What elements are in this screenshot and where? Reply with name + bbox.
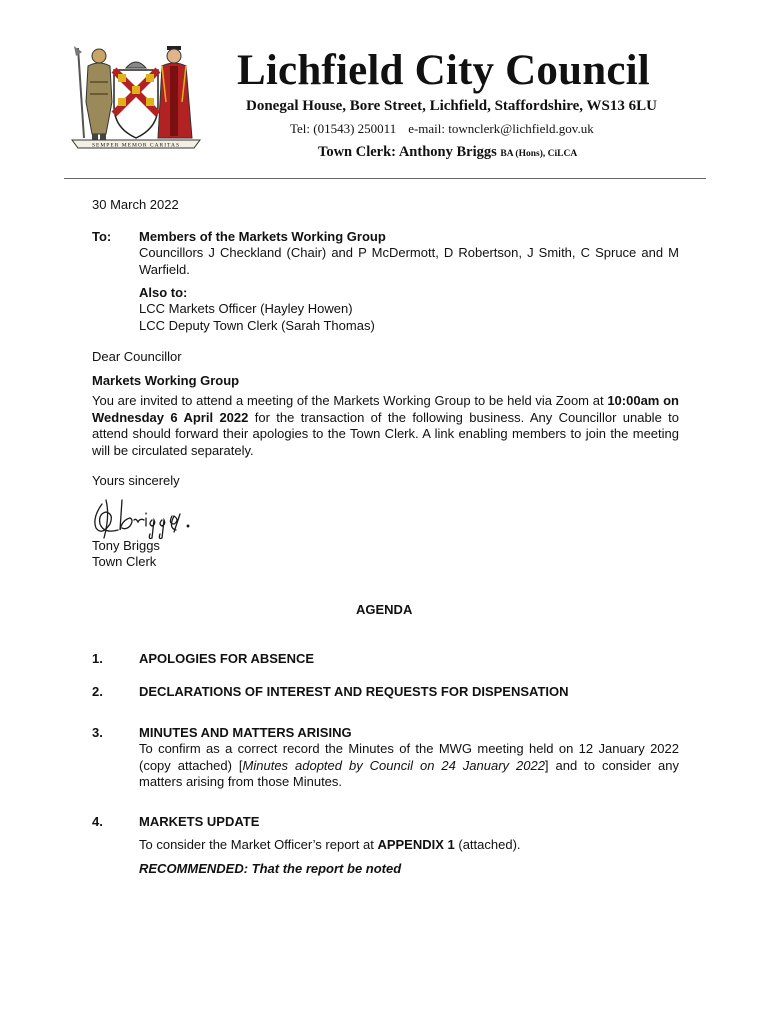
invitation-text: for the transaction of the following business. Any Councillor unable to attend should forward their apologies to the Town Clerk. A link enabling members to join the meeting will be circulated separately. [92,409,679,458]
agenda-item-number: 1. [92,651,103,666]
agenda-text: ] and to consider any matters arising from those Minutes. [139,757,679,789]
agenda-item-text [139,837,521,854]
subject-line: Markets Working Group [92,373,240,388]
recipient-group: Members of the Markets Working Group [139,229,386,244]
crest-left-supporter [74,46,112,142]
signature-image [88,494,198,542]
council-crest-logo [66,42,206,154]
agenda-item-number: 2. [92,684,103,699]
meeting-datetime: 10:00am on Wednesday 6 April 2022 [92,393,679,425]
agenda-text-italic: Minutes adopted by Council on 24 January 2022 [242,757,545,773]
email-address[interactable]: e-mail: townclerk@lichfield.gov.uk [408,121,594,136]
header-divider [64,178,706,179]
recipient-members: Councillors J Checkland (Chair) and P McDermott, D Robertson, J Smith, C Spruce and M Warfield. [139,245,679,277]
town-clerk-line [318,144,577,161]
agenda-text: To consider the Market Officer’s report at [139,837,378,852]
letter-date: 30 March 2022 [92,197,179,212]
closing: Yours sincerely [92,473,180,488]
also-to-label: Also to: [139,285,188,300]
signature [88,494,198,542]
crest-motto: SEMPER MEMOR CARITAS [91,142,181,149]
salutation: Dear Councillor [92,349,182,364]
agenda-text: To confirm as a correct record the Minutes of the MWG meeting held on 12 January 2022 (copy attached) [ [139,741,679,773]
crest-helmet [126,62,146,68]
agenda-text: (attached). [454,837,521,852]
town-clerk-qualifications: BA (Hons), CiLCA [500,149,578,159]
agenda-title: AGENDA [356,602,413,617]
crest-motto-ribbon [72,140,200,149]
agenda-item-heading: APOLOGIES FOR ABSENCE [139,651,315,666]
invitation-paragraph [92,393,679,459]
agenda-item-heading: MARKETS UPDATE [139,814,260,829]
signatory-title: Town Clerk [92,554,157,569]
agenda-item-heading: MINUTES AND MATTERS ARISING [139,725,352,740]
council-name: Lichfield City Council [237,47,650,94]
also-to-recipient: LCC Deputy Town Clerk (Sarah Thomas) [139,318,375,333]
agenda-item-heading: DECLARATIONS OF INTEREST AND REQUESTS FOR DISPENSATION [139,684,569,699]
to-label: To: [92,229,112,244]
appendix-reference: APPENDIX 1 [377,837,455,852]
crest-right-supporter [158,46,192,138]
crest-shield [114,70,158,138]
agenda-item-number: 4. [92,814,103,829]
agenda-item-number: 3. [92,725,103,740]
signatory-name: Tony Briggs [92,538,160,553]
telephone: Tel: (01543) 250011 [290,121,397,136]
also-to-recipient: LCC Markets Officer (Hayley Howen) [139,301,353,316]
council-address: Donegal House, Bore Street, Lichfield, Staffordshire, WS13 6LU [246,98,657,114]
town-clerk-name: Town Clerk: Anthony Briggs [318,144,497,160]
agenda-item-text [139,741,679,791]
contact-line [290,121,594,137]
recommendation: RECOMMENDED: That the report be noted [139,861,402,876]
invitation-text: You are invited to attend a meeting of the Markets Working Group to be held via Zoom at [92,393,608,408]
